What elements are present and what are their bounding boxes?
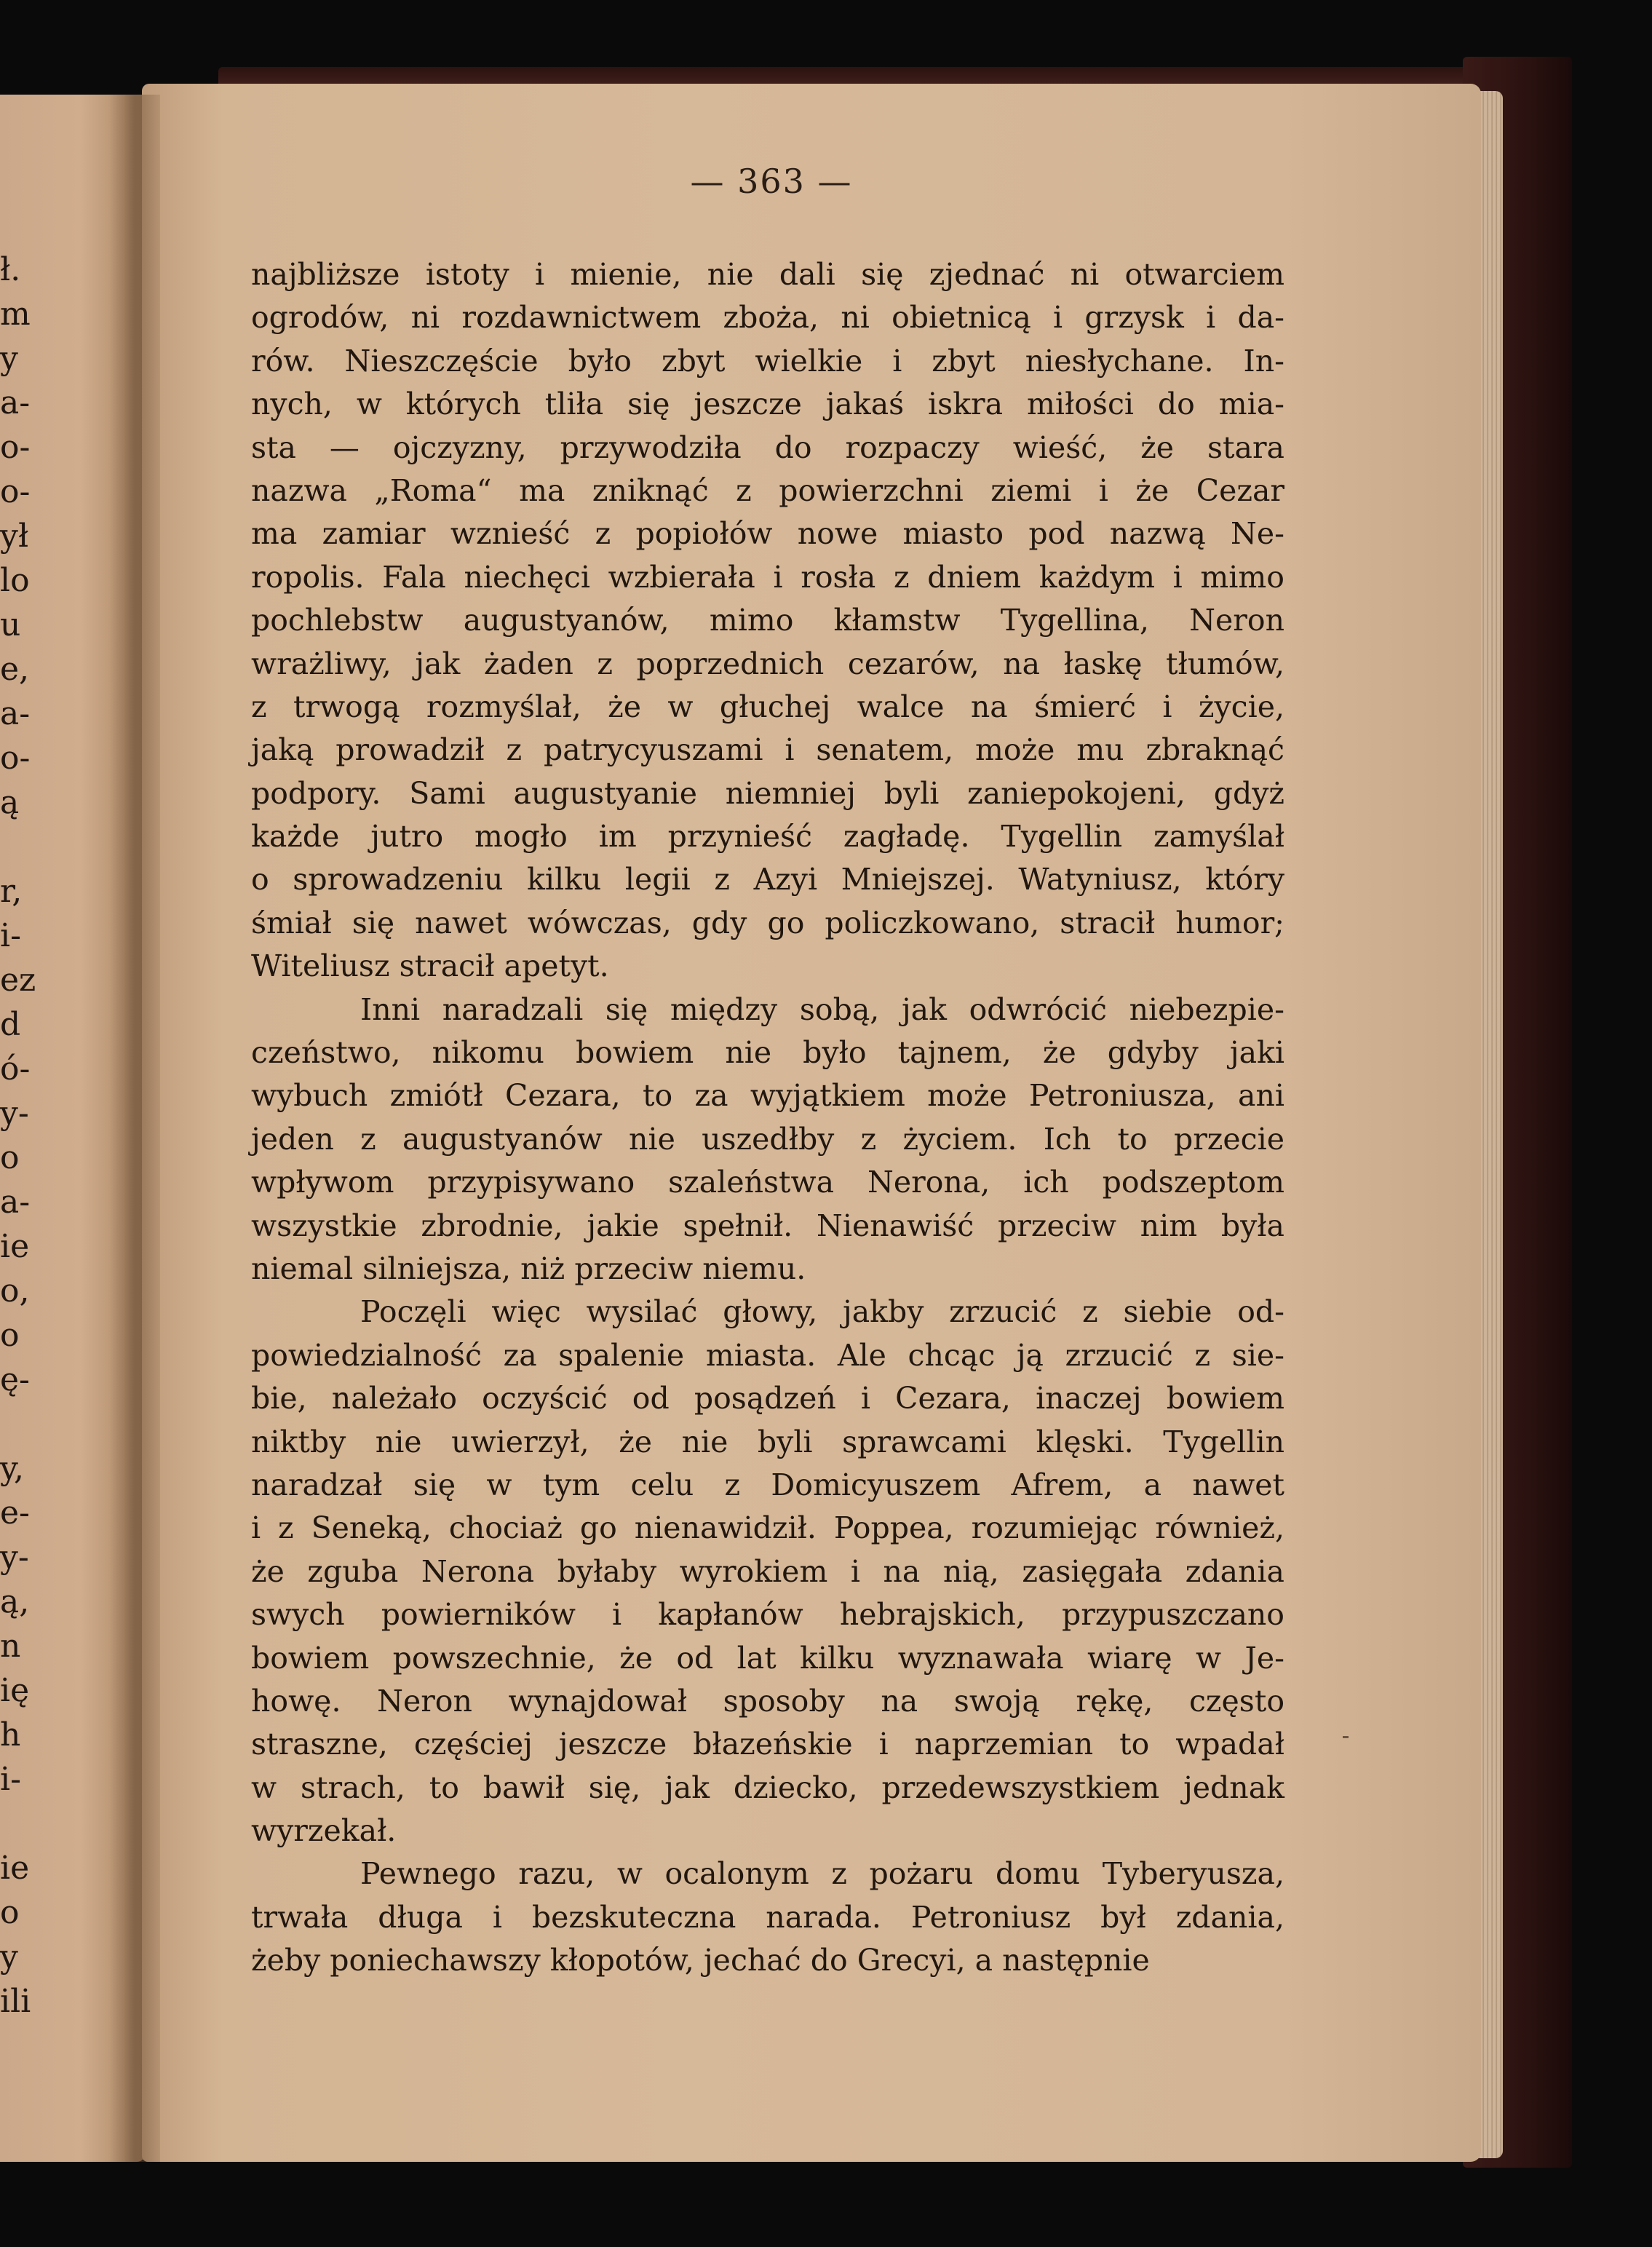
left-page-text-fragments [0,247,36,2024]
left-page-fragment: o- [0,429,31,466]
text-line: Poczęli więc wysilać głowy, jakby zrzucić z siebie od- [360,1294,1284,1330]
text-line: wrażliwy, jak żaden z poprzednich cezarów, na łaskę tłumów, [251,646,1284,681]
text-line: jeden z augustyanów nie uszedłby z życiem. Ich to przecie [251,1121,1284,1157]
left-page-fragment: a- [0,384,31,421]
page-number: — 363 — [690,162,853,201]
left-page-fragment: d [0,1006,21,1043]
left-page-fragment: h [0,1716,21,1753]
left-page-fragment: ez [0,962,36,999]
left-page-fragment: y, [0,1450,24,1487]
left-page-fragment: a- [0,695,31,732]
page-body-text [251,253,1284,1983]
left-page-fragment: o- [0,473,31,510]
left-page-fragment: ą [0,784,20,821]
text-line: ogrodów, ni rozdawnictwem zboża, ni obietnicą i grzysk i da- [251,300,1284,336]
text-line: podpory. Sami augustyanie niemniej byli zaniepokojeni, gdyż [251,775,1284,811]
text-line: każde jutro mogło im przynieść zagładę. Tygellin zamyślał [251,819,1284,855]
text-line: swych powierników i kapłanów hebrajskich, przypuszczano [251,1597,1284,1633]
text-line: powiedzialność za spalenie miasta. Ale chcąc ją zrzucić z sie- [251,1337,1284,1373]
text-line: nazwa „Roma“ ma zniknąć z powierzchni ziemi i że Cezar [251,472,1284,508]
text-line: nych, w których tliła się jeszcze jakaś iskra miłości do mia- [251,387,1284,422]
left-page-fragment: r, [0,873,23,910]
left-page-fragment [0,1402,29,1446]
text-line: straszne, częściej jeszcze błazeńskie i naprzemian to wpadał [251,1727,1284,1762]
left-page-fragment: i- [0,1761,21,1798]
text-line: że zguba Nerona byłaby wyrokiem i na nią, zasięgała zdania [251,1553,1284,1589]
text-line: z trwogą rozmyślał, że w głuchej walce na śmierć i życie, [251,689,1284,724]
left-page-fragment: i- [0,917,21,954]
left-page-fragment: m [0,296,31,333]
text-line: wyrzekał. [251,1813,397,1849]
text-line: o sprowadzeniu kilku legii z Azyi Mniejszej. Watyniusz, który [251,862,1284,897]
left-page-fragment: y- [0,1095,29,1132]
text-line: rów. Nieszczęście było zbyt wielkie i zbyt niesłychane. In- [251,343,1284,379]
left-page-fragment: y- [0,1539,29,1576]
left-page-fragment: o [0,1139,20,1176]
text-line: naradzał się w tym celu z Domicyuszem Afrem, a nawet [251,1467,1284,1502]
text-line: Witeliusz stracił apetyt. [251,948,609,984]
text-line: wybuch zmiótł Cezara, to za wyjątkiem może Petroniusza, ani [251,1078,1284,1114]
left-page-fragment: ie [0,1850,30,1887]
text-line: Pewnego razu, w ocalonym z pożaru domu Tyberyusza, [360,1856,1284,1892]
text-line: żeby poniechawszy kłopotów, jechać do Grecyi, a następnie [251,1943,1150,1978]
text-line: najbliższe istoty i mienie, nie dali się zjednać ni otwarciem [251,257,1284,292]
left-page-fragment: ó- [0,1050,31,1087]
left-page-fragment: o [0,1317,20,1354]
left-page-fragment: o- [0,740,31,777]
left-page-fragment: a- [0,1184,31,1221]
left-page-fragment: ię [0,1672,30,1709]
text-line: niktby nie uwierzył, że nie byli sprawcami klęski. Tygellin [251,1424,1284,1459]
text-line: w strach, to bawił się, jak dziecko, przedewszystkiem jednak [251,1770,1284,1805]
text-line: i z Seneką, chociaż go nienawidził. Poppea, rozumiejąc również, [251,1510,1284,1546]
left-page-fragment: ą, [0,1583,30,1620]
left-page-fragment: ili [0,1983,31,2020]
left-page-fragment: y [0,1938,18,1975]
text-line: śmiał się nawet wówczas, gdy go policzkowano, stracił humor; [251,905,1284,940]
left-page-fragment [0,1802,29,1846]
text-line: howę. Neron wynajdował sposoby na swoją rękę, często [251,1683,1284,1719]
text-line: czeństwo, nikomu bowiem nie było tajnem, że gdyby jaki [251,1035,1284,1071]
stray-mark [1343,1736,1349,1738]
text-line: wpływom przypisywano szaleństwa Nerona, ich podszeptom [251,1165,1284,1200]
left-page-fragment: e- [0,1494,30,1531]
left-page-fragment: lo [0,562,30,599]
book-gutter [109,95,160,2162]
left-page-fragment: ł. [0,251,21,288]
text-line: bowiem powszechnie, że od lat kilku wyznawała wiarę w Je- [251,1640,1284,1676]
text-line: bie, należało oczyścić od posądzeń i Cezara, inaczej bowiem [251,1381,1284,1416]
text-line: ma zamiar wznieść z popiołów nowe miasto pod nazwą Ne- [251,516,1284,552]
left-page-fragment: o, [0,1272,30,1309]
left-page-fragment [0,825,29,869]
left-page-fragment: o [0,1894,20,1931]
text-line: trwała długa i bezskuteczna narada. Petroniusz był zdania, [251,1899,1284,1935]
left-page-fragment: y [0,340,18,377]
text-line: Inni naradzali się między sobą, jak odwrócić niebezpie- [360,991,1284,1027]
left-page-fragment: n [0,1628,21,1665]
text-line: niemal silniejsza, niż przeciw niemu. [251,1251,806,1286]
text-line: wszystkie zbrodnie, jakie spełnił. Nienawiść przeciw nim była [251,1208,1284,1243]
text-line: pochlebstw augustyanów, mimo kłamstw Tygellina, Neron [251,603,1284,638]
left-page-fragment: ę- [0,1361,30,1398]
text-line: jaką prowadził z patrycyuszami i senatem, może mu zbraknąć [251,732,1284,768]
left-page-fragment: e, [0,651,30,688]
left-page-fragment: u [0,606,21,643]
text-line: ropolis. Fala niechęci wzbierała i rosła z dniem każdym i mimo [251,559,1284,595]
left-page-fragment: ył [0,518,29,555]
text-line: sta — ojczyzny, przywodziła do rozpaczy wieść, że stara [251,429,1284,465]
left-page-fragment: ie [0,1228,30,1265]
